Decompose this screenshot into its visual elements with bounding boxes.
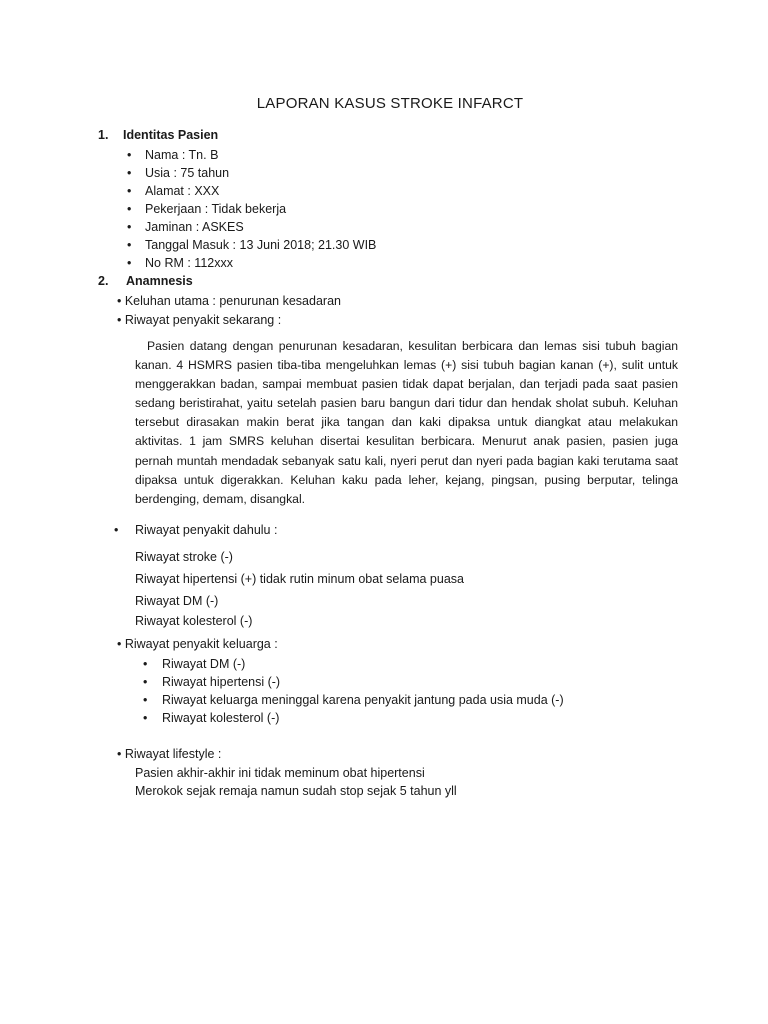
section-2-heading: Anamnesis (126, 274, 193, 288)
rpk-item: Riwayat keluarga meninggal karena penyakit jantung pada usia muda (-) (162, 693, 564, 707)
section-1-number: 1. (98, 128, 109, 142)
rpk-label: • Riwayat penyakit keluarga : (117, 637, 278, 651)
rpd-item: Riwayat kolesterol (-) (135, 614, 253, 628)
bullet-icon: • (143, 675, 148, 689)
rpd-item: Riwayat DM (-) (135, 594, 219, 608)
bullet-icon: • (143, 657, 148, 671)
lifestyle-item: Pasien akhir-akhir ini tidak meminum obat hipertensi (135, 766, 425, 780)
bullet-icon: • (127, 238, 132, 252)
identity-item-nama: Nama : Tn. B (145, 148, 219, 162)
lifestyle-item: Merokok sejak remaja namun sudah stop sejak 5 tahun yll (135, 784, 457, 798)
rpd-label: Riwayat penyakit dahulu : (135, 523, 278, 537)
section-1-heading: Identitas Pasien (123, 128, 219, 142)
rpd-item: Riwayat hipertensi (+) tidak rutin minum obat selama puasa (135, 572, 464, 586)
identity-item-jaminan: Jaminan : ASKES (145, 220, 244, 234)
bullet-icon: • (114, 523, 119, 537)
identity-item-usia: Usia : 75 tahun (145, 166, 230, 180)
bullet-icon: • (127, 256, 132, 270)
bullet-icon: • (143, 711, 148, 725)
rps-label: • Riwayat penyakit sekarang : (117, 313, 282, 327)
rpk-item: Riwayat hipertensi (-) (162, 675, 281, 689)
bullet-icon: • (127, 202, 132, 216)
identity-item-tanggal-masuk: Tanggal Masuk : 13 Juni 2018; 21.30 WIB (145, 238, 377, 252)
bullet-icon: • (127, 220, 132, 234)
rps-paragraph: Pasien datang dengan penurunan kesadaran, kesulitan berbicara dan lemas sisi tubuh bagian kanan. 4 HSMRS pasien tiba-tiba mengeluhkan lemas (+) sisi tubuh bagian kanan (+), sulit untuk menggerakkan badan, sampai membuat pasien tidak dapat berjalan, dan terjadi pada saat pasien sedang beristirahat, yaitu setelah pasien baru bangun dari tidur dan hendak sholat subuh. Keluhan tersebut dirasakan makin berat jika tangan dan kaki dipaksa untuk diangkat atau melakukan aktivitas. 1 jam SMRS keluhan disertai kesulitan berbicara. Menurut anak pasien, pasien juga pernah muntah mendadak sebanyak satu kali, nyeri perut dan nyeri pada bagian kaki terutama saat dipaksa untuk digerakkan. Keluhan kaku pada leher, kejang, pingsan, pusing berputar, telinga berdenging, demam, disangkal. (135, 339, 678, 506)
identity-item-no-rm: No RM : 112xxx (145, 256, 233, 270)
rpk-item: Riwayat DM (-) (162, 657, 246, 671)
bullet-icon: • (127, 184, 132, 198)
identity-item-alamat: Alamat : XXX (145, 184, 220, 198)
bullet-icon: • (127, 148, 132, 162)
identity-item-pekerjaan: Pekerjaan : Tidak bekerja (145, 202, 287, 216)
document-title: LAPORAN KASUS STROKE INFARCT (256, 95, 524, 112)
rpk-item: Riwayat kolesterol (-) (162, 711, 280, 725)
lifestyle-label: • Riwayat lifestyle : (117, 747, 222, 761)
rpd-item: Riwayat stroke (-) (135, 550, 233, 564)
bullet-icon: • (127, 166, 132, 180)
keluhan-utama: • Keluhan utama : penurunan kesadaran (117, 294, 341, 308)
section-2-number: 2. (98, 274, 109, 288)
bullet-icon: • (143, 693, 148, 707)
